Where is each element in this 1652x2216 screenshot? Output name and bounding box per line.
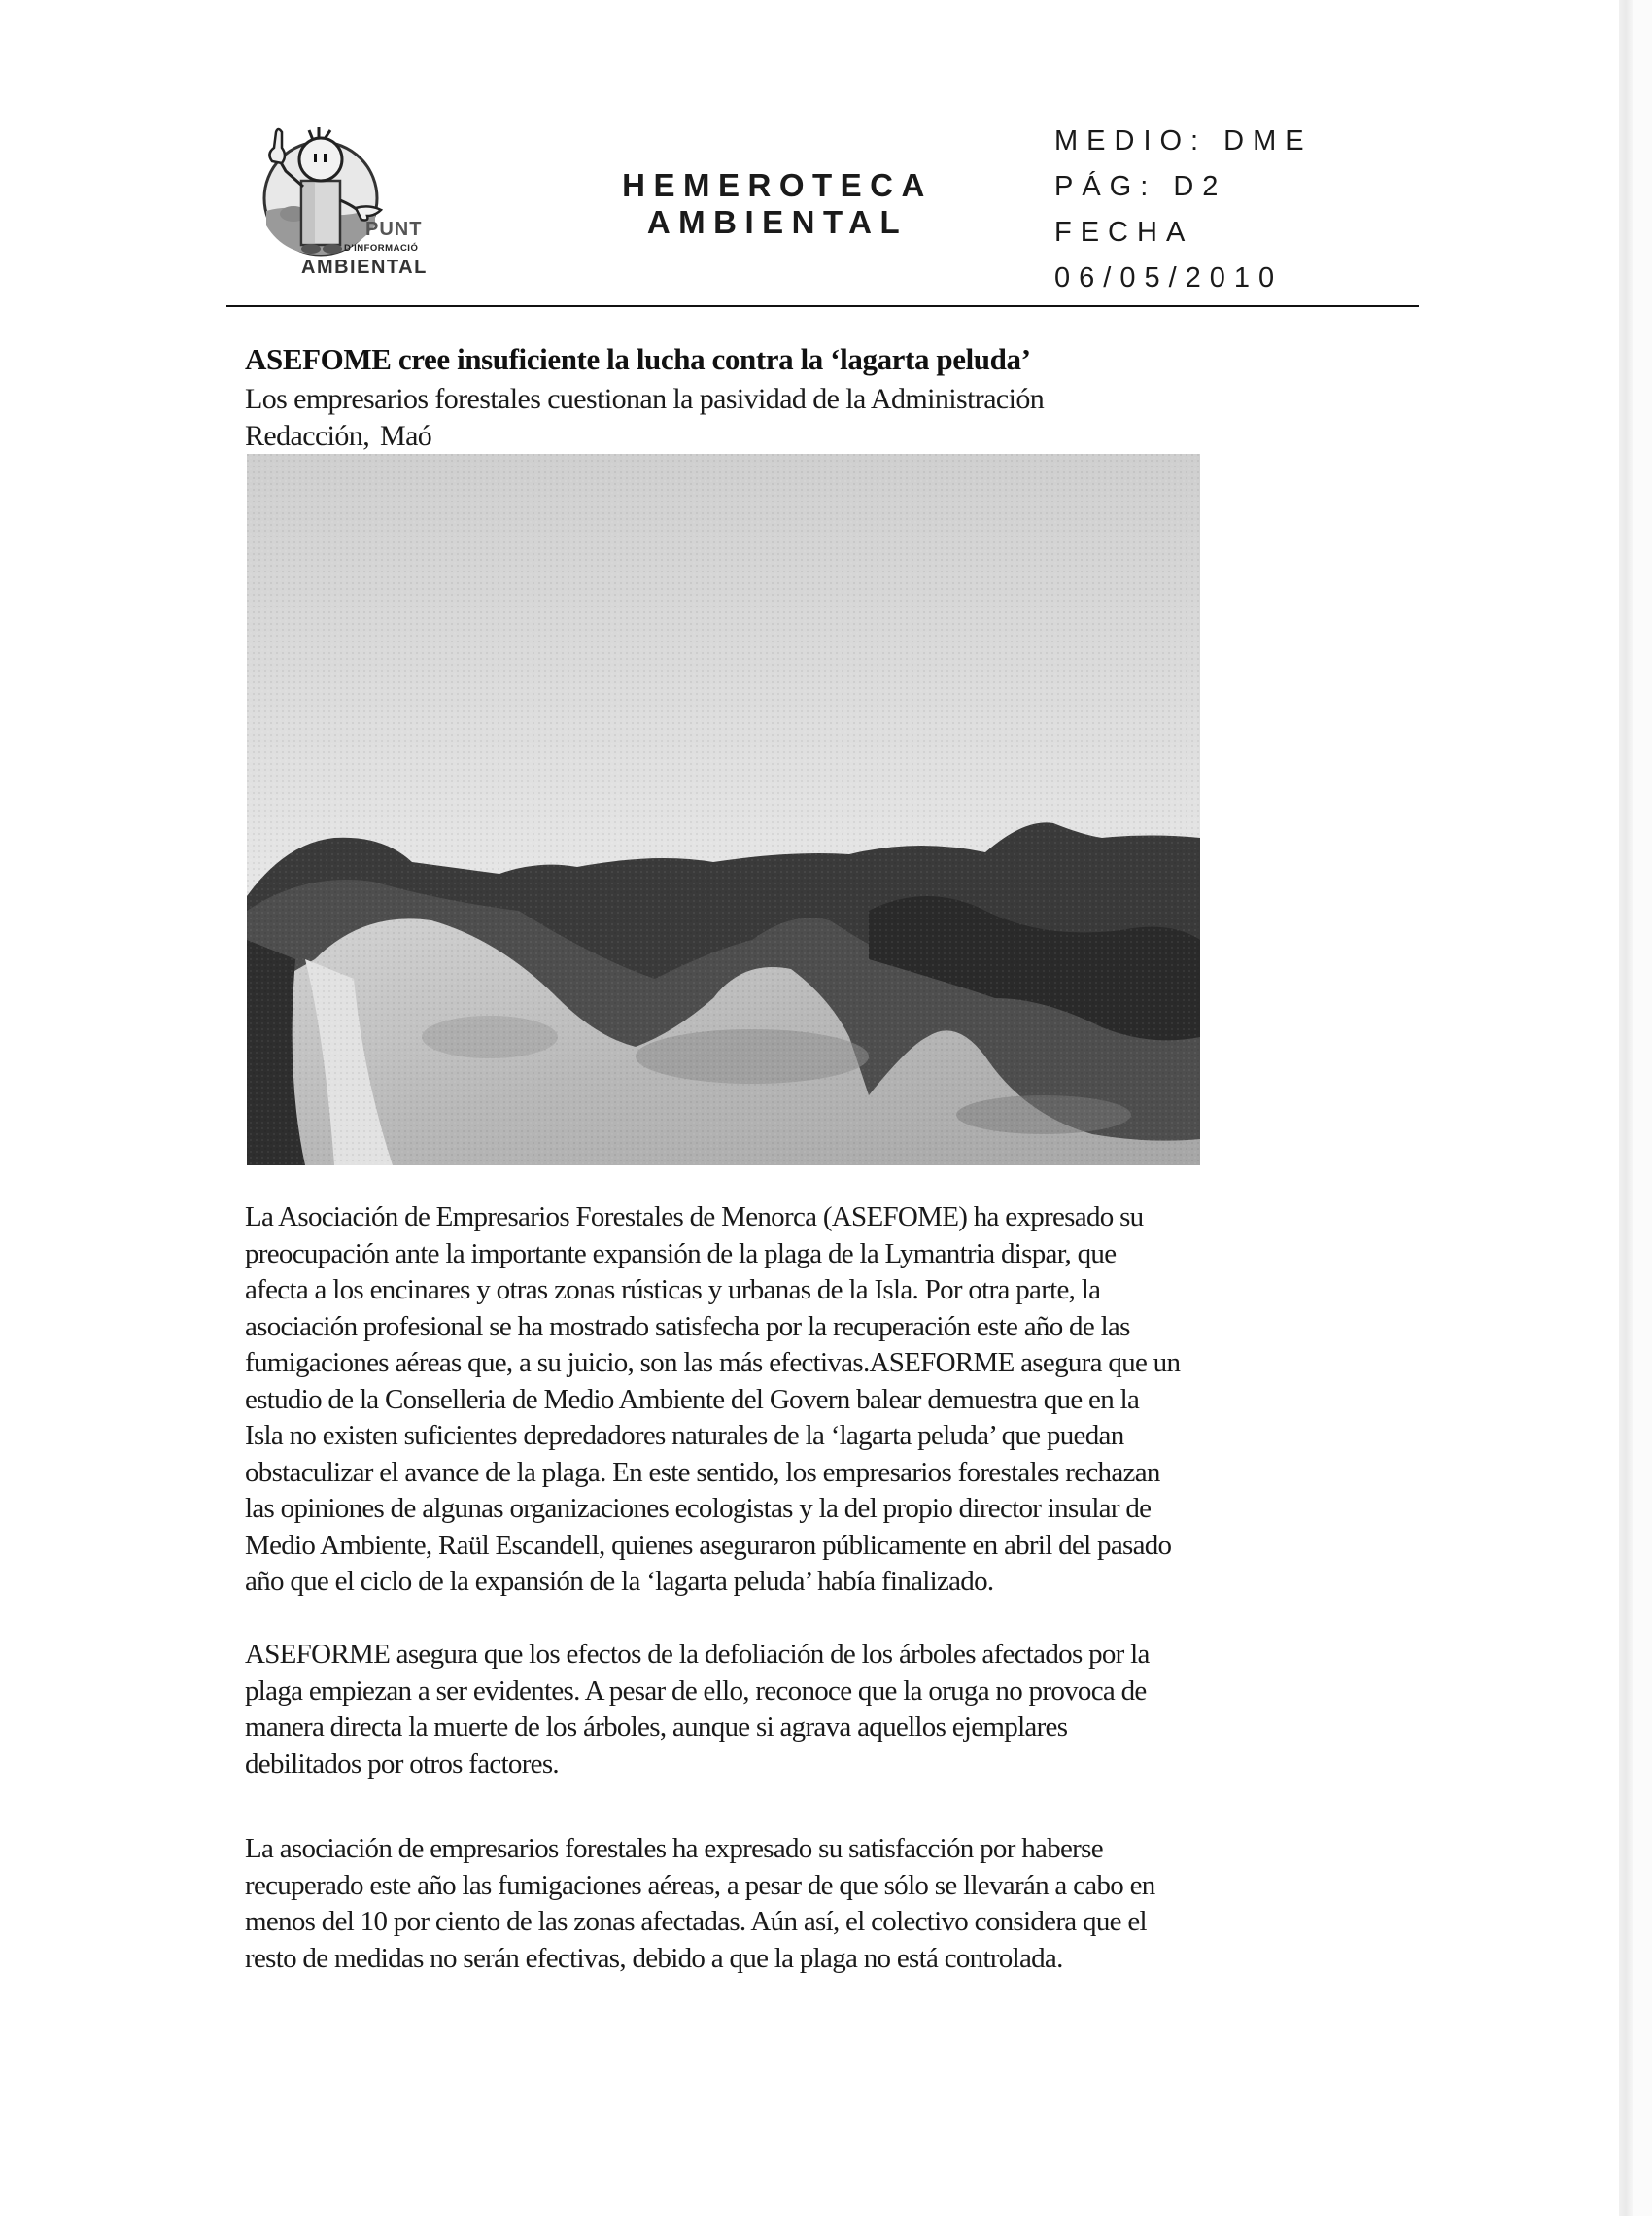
meta-medio: MEDIO: DME xyxy=(1054,125,1313,156)
logo-text-ambiental: AMBIENTAL xyxy=(301,257,428,278)
paragraph-line: estudio de la Conselleria de Medio Ambiente del Govern balear demuestra que en la xyxy=(245,1383,1140,1415)
paragraph-line: año que el ciclo de la expansión de la ‘lagarta peluda’ había finalizado. xyxy=(245,1566,994,1597)
article-paragraph-3 xyxy=(245,1831,1401,1977)
paragraph-line: Medio Ambiente, Raül Escandell, quienes aseguraron públicamente en abril del pasado xyxy=(245,1529,1172,1561)
meta-fecha-label: FECHA xyxy=(1054,217,1194,248)
paragraph-line: debilitados por otros factores. xyxy=(245,1748,559,1780)
article-headline: ASEFOME cree insuficiente la lucha contra la ‘lagarta peluda’ xyxy=(245,342,1031,376)
paragraph-line: obstaculizar el avance de la plaga. En este sentido, los empresarios forestales rechazan xyxy=(245,1456,1160,1488)
paragraph-line: ASEFORME asegura que los efectos de la defoliación de los árboles afectados por la xyxy=(245,1639,1150,1670)
publication-title-line2: AMBIENTAL xyxy=(646,204,909,240)
paragraph-line: La asociación de empresarios forestales ha expresado su satisfacción por haberse xyxy=(245,1833,1103,1864)
landscape-photo-icon xyxy=(247,454,1200,1165)
paragraph-line: afecta a los encinares y otras zonas rústicas y urbanas de la Isla. Por otra parte, la xyxy=(245,1274,1101,1305)
scan-edge-shadow xyxy=(1619,0,1633,2216)
punt-informacio-ambiental-logo xyxy=(245,119,444,294)
logo-text-punt: PUNT xyxy=(365,219,423,240)
paragraph-line: Isla no existen suficientes depredadores naturales de la ‘lagarta peluda’ que puedan xyxy=(245,1420,1124,1451)
paragraph-line: plaga empiezan a ser evidentes. A pesar de ello, reconoce que la oruga no provoca de xyxy=(245,1675,1147,1707)
paragraph-line: La Asociación de Empresarios Forestales de Menorca (ASEFOME) ha expresado su xyxy=(245,1201,1144,1232)
paragraph-line: asociación profesional se ha mostrado satisfecha por la recuperación este año de las xyxy=(245,1310,1130,1342)
paragraph-line: fumigaciones aéreas que, a su juicio, son las más efectivas.ASEFORME asegura que un xyxy=(245,1347,1181,1378)
paragraph-line: manera directa la muerte de los árboles, aunque si agrava aquellos ejemplares xyxy=(245,1712,1068,1743)
article-paragraph-1 xyxy=(245,1199,1401,1601)
scan-margin xyxy=(1633,0,1652,2216)
meta-pagina: PÁG: D2 xyxy=(1054,171,1227,202)
logo-text-informacio: D'INFORMACIÓ xyxy=(344,243,419,254)
document-metadata xyxy=(1054,119,1313,301)
article-photo xyxy=(247,454,1200,1165)
header-divider xyxy=(226,305,1419,307)
paragraph-line: menos del 10 por ciento de las zonas afectadas. Aún así, el colectivo considera que el xyxy=(245,1906,1147,1937)
paragraph-line: preocupación ante la importante expansión de la plaga de la Lymantria dispar, que xyxy=(245,1237,1117,1269)
publication-title-line1: HEMEROTECA xyxy=(622,167,933,203)
paragraph-line: las opiniones de algunas organizaciones ecologistas y la del propio director insular de xyxy=(245,1493,1152,1524)
meta-fecha-value: 06/05/2010 xyxy=(1054,262,1284,294)
paragraph-line: resto de medidas no serán efectivas, debido a que la plaga no está controlada. xyxy=(245,1942,1063,1974)
paragraph-line: recuperado este año las fumigaciones aéreas, a pesar de que sólo se llevarán a cabo en xyxy=(245,1869,1155,1901)
publication-title xyxy=(583,167,972,241)
article-subheadline: Los empresarios forestales cuestionan la pasividad de la Administración xyxy=(245,383,1045,415)
article-byline: Redacción, Maó xyxy=(245,420,432,452)
article-paragraph-2 xyxy=(245,1637,1401,1783)
